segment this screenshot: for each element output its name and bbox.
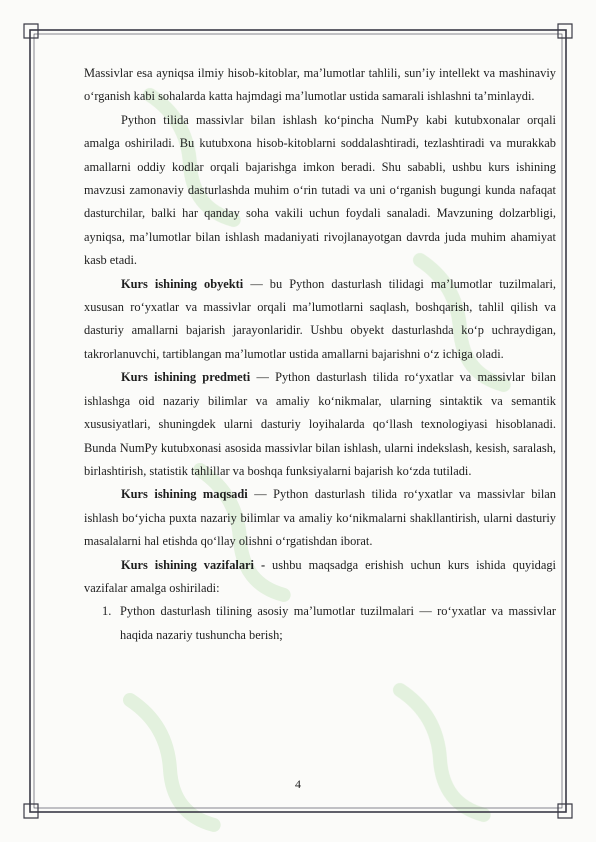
term-goal: Kurs ishining maqsadi <box>121 487 248 502</box>
term-object: Kurs ishining obyekti <box>121 276 244 291</box>
paragraph-object <box>84 273 556 367</box>
term-subject: Kurs ishining predmeti <box>121 370 251 385</box>
list-item-text: Python dasturlash tilining asosiy ma’lumotlar tuzilmalari — ro‘yxatlar va massivlar haqida nazariy tushuncha berish; <box>120 604 556 642</box>
list-item <box>84 600 556 647</box>
list-item-number: 1. <box>102 604 112 619</box>
page-number: 4 <box>295 777 301 791</box>
paragraph-1: Massivlar esa ayniqsa ilmiy hisob-kitoblar, ma’lumotlar tahlili, sun’iy intellekt va mashinaviy o‘rganish kabi sohalarda katta hajmdagi ma’lumotlar ustida samarali ishlashni ta’minlaydi. <box>84 66 556 104</box>
term-tasks: Kurs ishining vazifalari - <box>121 557 266 572</box>
goal-text: — Python dasturlash tilida ro‘yxatlar va massivlar bilan ishlash bo‘yicha puxta nazariy bilimlar va amaliy ko‘nikmalarni shakllantirish, ularni dasturiy masalalarni hal etishda qo‘llay olishni o‘rgatishdan iborat. <box>84 487 556 549</box>
tasks-text: ushbu maqsadga erishish uchun kurs ishida quyidagi vazifalar amalga oshiriladi: <box>84 557 556 595</box>
watermark-glyph <box>393 685 484 824</box>
paragraph-2: Python tilida massivlar bilan ishlash ko‘pincha NumPy kabi kutubxonalar orqali amalga oshiriladi. Bu kutubxona hisob-kitoblarni soddalashtiradi, tezlashtiradi va murakkab amallarni oddiy kodlar orqali bajarishga imkon beradi. Shu sababli, ushbu kurs ishining mavzusi zamonaviy dasturlashda muhim o‘rin tutadi va uni o‘rganish bugungi kunda nafaqat dasturchilar, balki har qanday soha vakili uchun foydali sanaladi. Mavzuning dolzarbligi, ayniqsa, ma’lumotlar bilan ishlash madaniyati rivojlanayotgan davrda juda muhim ahamiyat kasb etadi. <box>84 112 556 268</box>
subject-text: — Python dasturlash tilida ro‘yxatlar va massivlar bilan ishlashga oid nazariy bilimlar va amaliy ko‘nikmalar, ularning sintaktik va semantik xususiyatlari, shuningdek ularni dasturiy loyihalarda qo‘llash texnologiyasi hisoblanadi. Bunda NumPy kutubxonasi asosida massivlar bilan ishlash, ularni indekslash, kesish, saralash, birlashtirish, statistik tahlillar va boshqa funksiyalarni bajarish ko‘zda tutiladi. <box>84 370 556 478</box>
paragraph-subject <box>84 366 556 483</box>
watermark-glyph <box>123 695 214 834</box>
page-body <box>84 62 556 647</box>
tasks-list <box>84 600 556 647</box>
paragraph-tasks <box>84 554 556 601</box>
paragraph-goal <box>84 483 556 553</box>
object-text: — bu Python dasturlash tilidagi ma’lumotlar tuzilmalari, xususan ro‘yxatlar va massivlar orqali ma’lumotlarni saqlash, boshqarish, tahlil qilish va dasturiy amallarni bajarish jarayonlaridir. Ushbu obyekt dasturlashda ko‘p uchraydigan, takrorlanuvchi, tartiblangan ma’lumotlar ustida amallarni bajarishni o‘z ichiga oladi. <box>84 276 556 361</box>
